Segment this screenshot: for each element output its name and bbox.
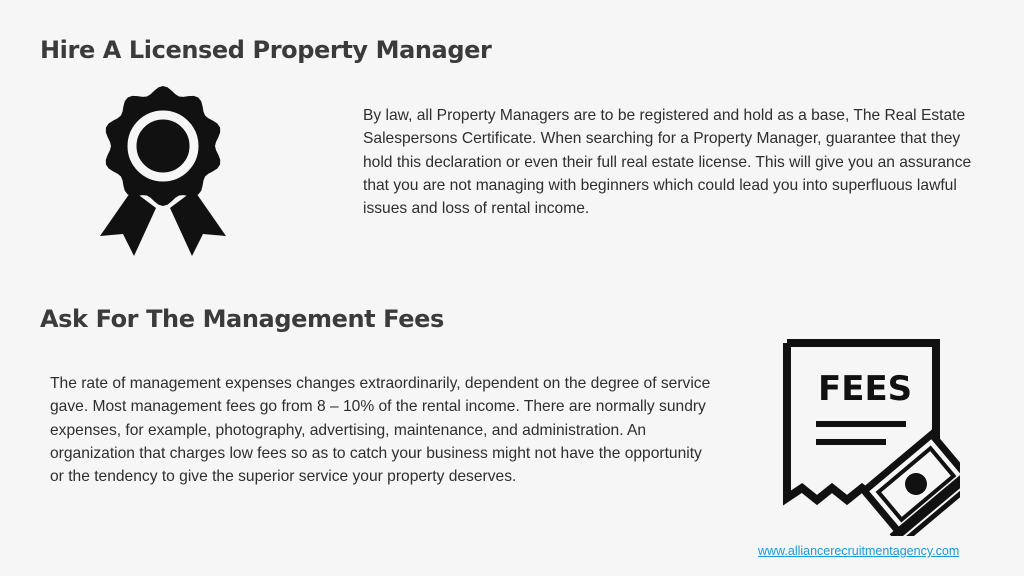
fees-icon-text: FEES: [818, 369, 913, 409]
footer-website-link[interactable]: www.alliancerecruitmentagency.com: [758, 544, 960, 558]
section-body-licensed-manager: By law, all Property Managers are to be registered and hold as a base, The Real Estate Salespersons Certificate. When searching for a Property Manager, guarantee that they hold this declaration or even their full real estate license. This will give you an assurance that you are not managing with beginners which could lead you into superfluous lawful issues and loss of rental income.: [363, 107, 972, 218]
section-title-licensed-manager: Hire A Licensed Property Manager: [40, 36, 492, 64]
section-body-management-fees: The rate of management expenses changes extraordinarily, dependent on the degree of service gave. Most management fees go from 8 – 10% of the rental income. There are normally sundry expenses, for example, photography, advertising, maintenance, and administration. An organization that charges low fees so as to catch your business might not have the opportunity or the tendency to give the superior service your property deserves.: [50, 375, 711, 486]
section-title-management-fees: Ask For The Management Fees: [40, 305, 444, 333]
award-badge-icon: [96, 86, 230, 262]
fees-receipt-icon: [782, 338, 960, 536]
